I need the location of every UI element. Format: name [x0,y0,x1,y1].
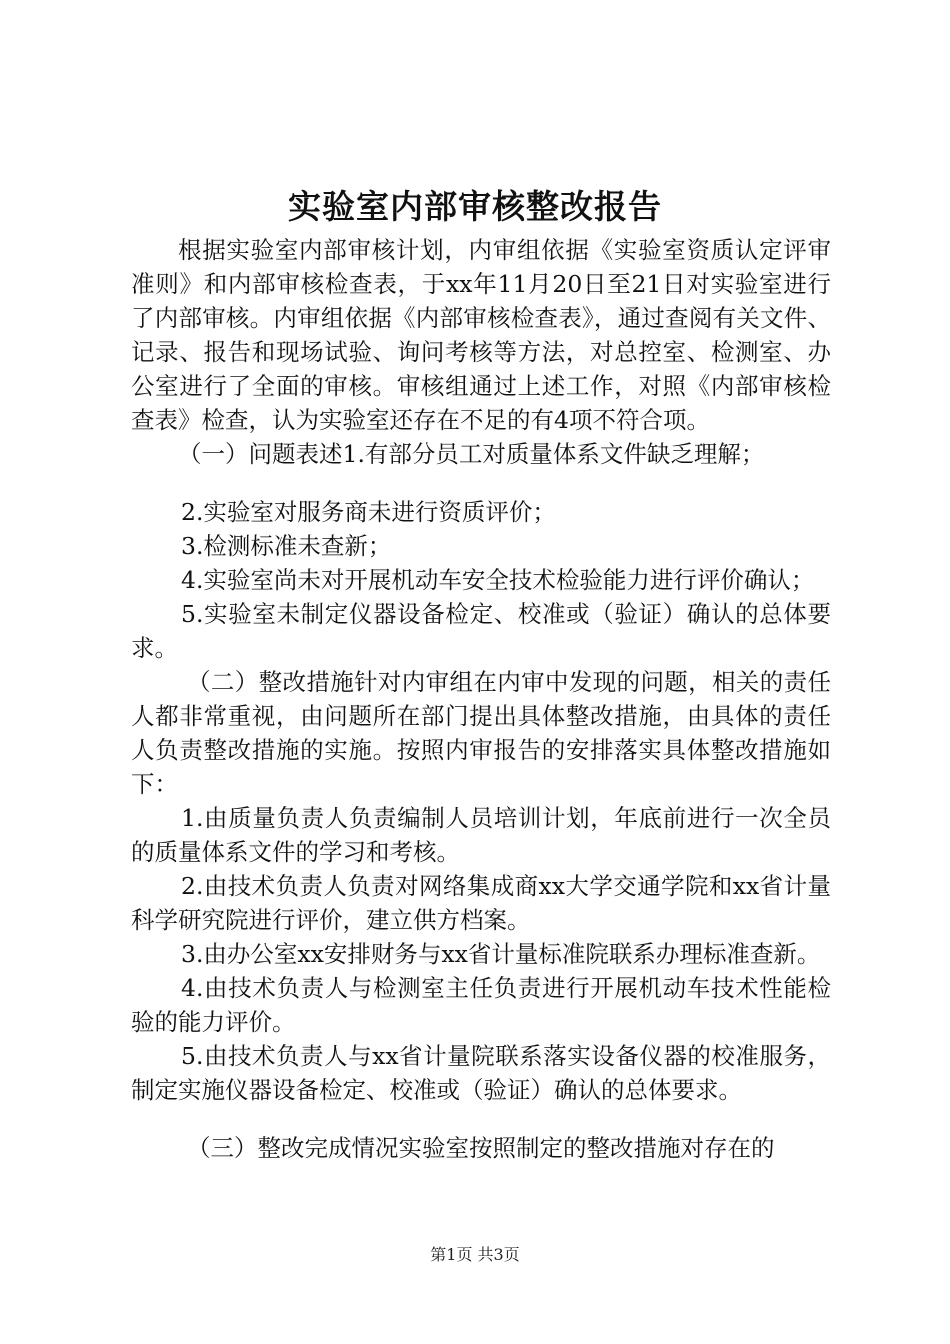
page-footer [0,1244,950,1266]
paragraph-measure-3: 3.由办公室xx安排财务与xx省计量标准院联系办理标准查新。 [181,940,821,968]
paragraph-issue-5: 5.实验室未制定仪器设备检定、校准或（验证）确认的总体要求。 [131,600,831,662]
page-number-label: 第1页 共3页 [430,1245,520,1264]
paragraph-section-3: （三）整改完成情况实验室按照制定的整改措施对存在的 [187,1134,775,1162]
paragraph-section-1: （一）问题表述1.有部分员工对质量体系文件缺乏理解； [178,440,765,468]
paragraph-intro: 根据实验室内部审核计划，内审组依据《实验室资质认定评审准则》和内部审核检查表，于xx年11月20日至21日对实验室进行了内部审核。内审组依据《内部审核检查表》，通过查阅有关文件、记录、报告和现场试验、询问考核等方法，对总控室、检测室、办公室进行了全面的审核。审核组通过上述工作，对照《内部审核检查表》检查，认为实验室还存在不足的有4项不符合项。 [131,236,831,434]
document-title: 实验室内部审核整改报告 [288,187,662,226]
paragraph-measure-4: 4.由技术负责人与检测室主任负责进行开展机动车技术性能检验的能力评价。 [131,974,831,1036]
paragraph-measure-2: 2.由技术负责人负责对网络集成商xx大学交通学院和xx省计量科学研究院进行评价，建立供方档案。 [131,872,831,934]
paragraph-section-2: （二）整改措施针对内审组在内审中发现的问题，相关的责任人都非常重视，由问题所在部门提出具体整改措施，由具体的责任人负责整改措施的实施。按照内审报告的安排落实具体整改措施如下： [131,668,831,798]
paragraph-measure-5: 5.由技术负责人与xx省计量院联系落实设备仪器的校准服务，制定实施仪器设备检定、校准或（验证）确认的总体要求。 [131,1042,831,1104]
paragraph-measure-1: 1.由质量负责人负责编制人员培训计划，年底前进行一次全员的质量体系文件的学习和考核。 [131,804,831,866]
paragraph-issue-3: 3.检测标准未查新； [181,532,392,560]
paragraph-issue-2: 2.实验室对服务商未进行资质评价； [181,498,556,526]
paragraph-issue-4: 4.实验室尚未对开展机动车安全技术检验能力进行评价确认； [181,566,815,594]
document-body [131,233,831,1165]
